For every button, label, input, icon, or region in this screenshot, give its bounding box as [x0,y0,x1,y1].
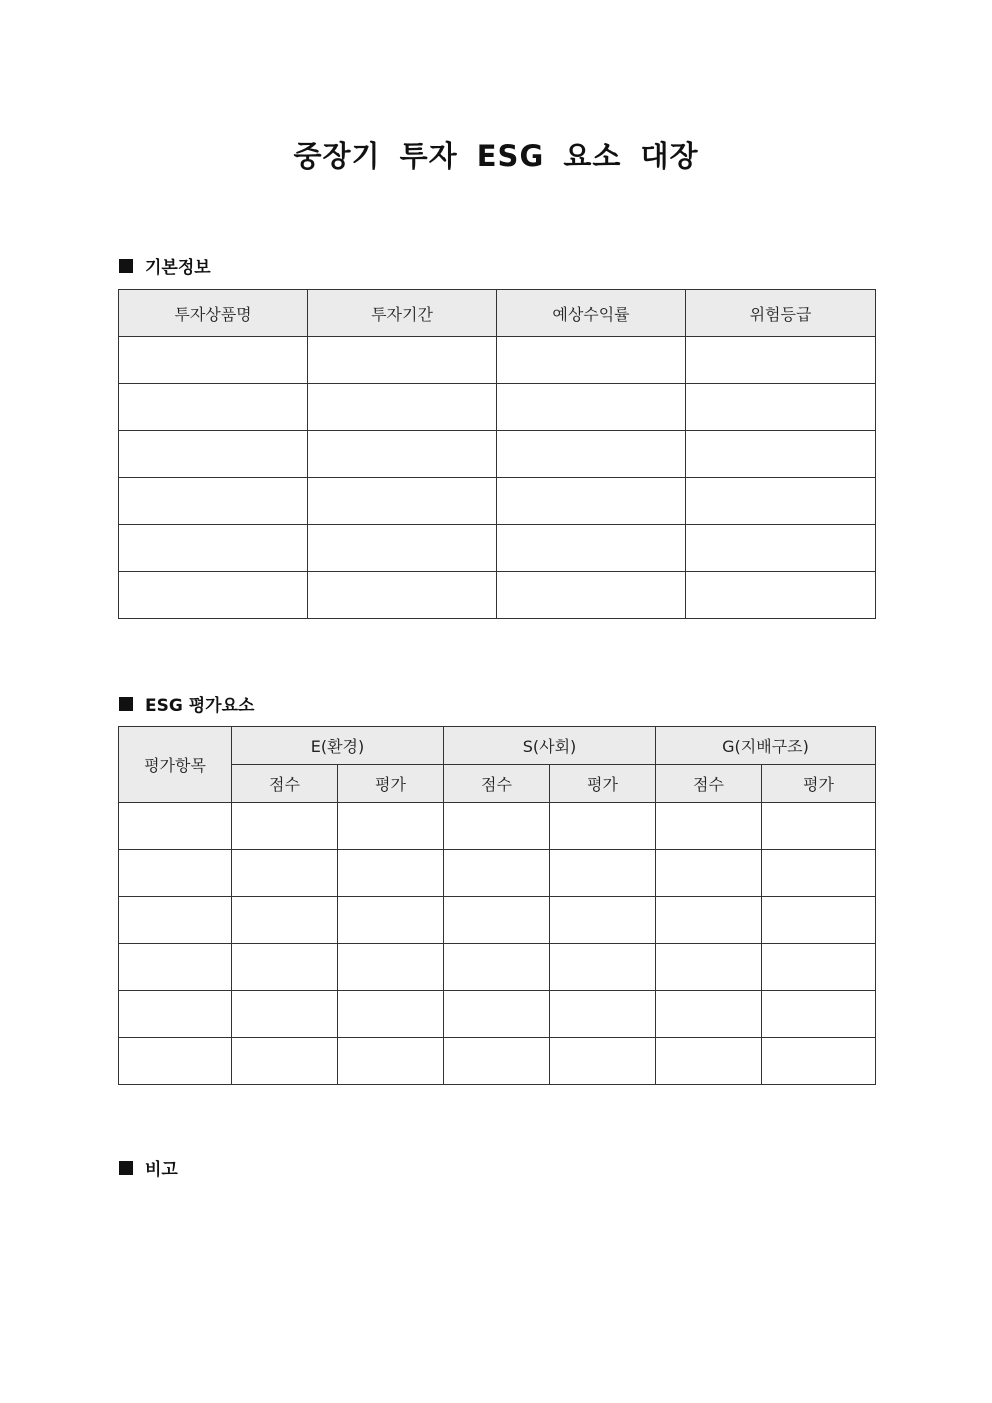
section-heading-remarks [119,1155,178,1180]
table-cell[interactable] [550,850,656,897]
table-cell[interactable] [656,1038,762,1085]
table-cell[interactable] [656,991,762,1038]
table-cell[interactable] [119,337,308,384]
table-row [119,897,876,944]
table-cell[interactable] [497,431,686,478]
table-cell[interactable] [232,944,338,991]
table-cell[interactable] [656,803,762,850]
column-header-expected-return: 예상수익률 [497,290,686,337]
column-header-s-evaluation: 평가 [550,765,656,803]
table-cell[interactable] [686,337,876,384]
table-cell[interactable] [686,384,876,431]
table-cell[interactable] [444,897,550,944]
table-cell[interactable] [656,944,762,991]
table-cell[interactable] [308,384,497,431]
column-header-e-score: 점수 [232,765,338,803]
table-cell[interactable] [338,991,444,1038]
table-row [119,991,876,1038]
table-cell[interactable] [338,897,444,944]
table-cell[interactable] [550,1038,656,1085]
table-cell[interactable] [762,850,876,897]
table-cell[interactable] [497,478,686,525]
section-heading-label: ESG 평가요소 [145,696,255,716]
section-heading-esg [119,691,254,716]
table-cell[interactable] [497,337,686,384]
section-heading-basic-info [119,253,211,278]
table-subheader-row [119,765,876,803]
table-cell[interactable] [232,991,338,1038]
table-cell[interactable] [308,431,497,478]
table-cell[interactable] [338,1038,444,1085]
section-heading-label: 기본정보 [145,258,211,278]
table-cell[interactable] [656,850,762,897]
table-cell[interactable] [338,803,444,850]
table-row [119,803,876,850]
table-cell[interactable] [119,991,232,1038]
column-header-g-score: 점수 [656,765,762,803]
table-cell[interactable] [119,525,308,572]
table-cell[interactable] [762,803,876,850]
table-cell[interactable] [686,525,876,572]
table-cell[interactable] [232,803,338,850]
basic-info-table-body [119,337,876,619]
table-cell[interactable] [308,478,497,525]
column-header-e-evaluation: 평가 [338,765,444,803]
esg-evaluation-table-body [119,803,876,1085]
basic-info-table [118,289,876,619]
table-cell[interactable] [338,944,444,991]
table-cell[interactable] [656,897,762,944]
table-cell[interactable] [308,572,497,619]
table-cell[interactable] [686,431,876,478]
table-row [119,337,876,384]
column-header-g-evaluation: 평가 [762,765,876,803]
table-cell[interactable] [119,478,308,525]
table-cell[interactable] [338,850,444,897]
section-heading-label: 비고 [145,1160,178,1180]
table-row [119,1038,876,1085]
table-row [119,431,876,478]
square-bullet-icon [119,1161,133,1175]
column-group-social: S(사회) [444,727,656,765]
column-group-governance: G(지배구조) [656,727,876,765]
table-cell[interactable] [444,803,550,850]
table-cell[interactable] [497,384,686,431]
table-cell[interactable] [762,897,876,944]
column-header-evaluation-item: 평가항목 [119,727,232,803]
table-cell[interactable] [119,384,308,431]
table-cell[interactable] [444,991,550,1038]
column-header-s-score: 점수 [444,765,550,803]
table-cell[interactable] [232,897,338,944]
table-row [119,525,876,572]
table-cell[interactable] [444,944,550,991]
table-cell[interactable] [497,572,686,619]
table-cell[interactable] [119,803,232,850]
table-row [119,944,876,991]
table-row [119,572,876,619]
table-cell[interactable] [762,991,876,1038]
esg-evaluation-table [118,726,876,1085]
column-header-risk-grade: 위험등급 [686,290,876,337]
table-cell[interactable] [119,431,308,478]
table-cell[interactable] [444,1038,550,1085]
table-cell[interactable] [119,897,232,944]
table-row [119,850,876,897]
table-cell[interactable] [119,944,232,991]
square-bullet-icon [119,259,133,273]
table-cell[interactable] [762,1038,876,1085]
table-cell[interactable] [232,1038,338,1085]
table-cell[interactable] [550,803,656,850]
table-cell[interactable] [232,850,338,897]
table-cell[interactable] [550,897,656,944]
column-header-product-name: 투자상품명 [119,290,308,337]
table-cell[interactable] [497,525,686,572]
table-cell[interactable] [308,337,497,384]
table-cell[interactable] [762,944,876,991]
page-title: 중장기 투자 ESG 요소 대장 [293,139,699,173]
column-group-environment: E(환경) [232,727,444,765]
table-row [119,478,876,525]
square-bullet-icon [119,697,133,711]
table-cell[interactable] [686,478,876,525]
column-header-investment-period: 투자기간 [308,290,497,337]
table-cell[interactable] [119,572,308,619]
table-header-row [119,290,876,337]
table-cell[interactable] [686,572,876,619]
table-cell[interactable] [119,1038,232,1085]
table-header-row [119,727,876,765]
table-row [119,384,876,431]
table-cell[interactable] [119,850,232,897]
table-cell[interactable] [550,991,656,1038]
table-cell[interactable] [308,525,497,572]
table-cell[interactable] [444,850,550,897]
table-cell[interactable] [550,944,656,991]
